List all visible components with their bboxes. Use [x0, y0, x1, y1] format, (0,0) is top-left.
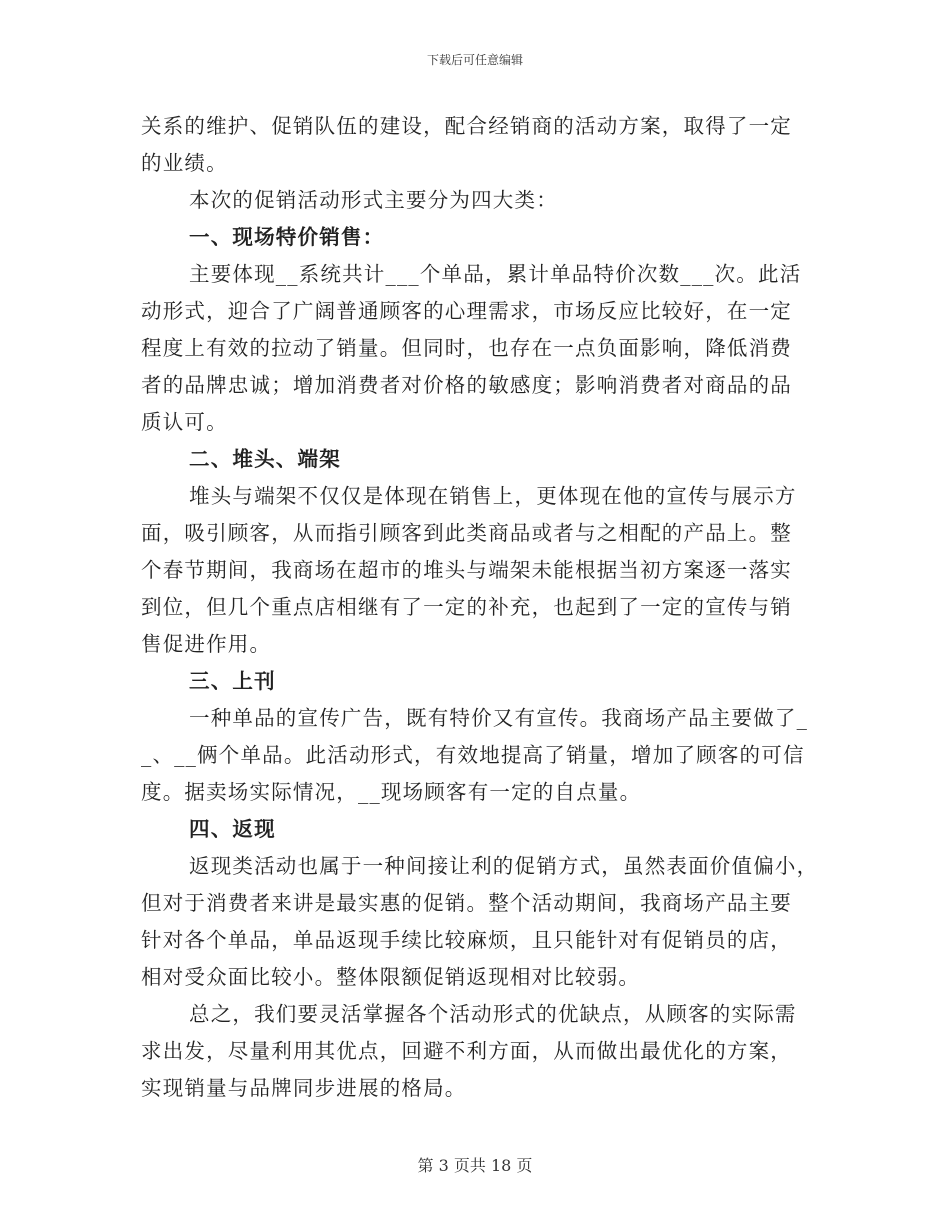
text-line: 个春节期间，我商场在超市的堆头与端架未能根据当初方案逐一落实 — [141, 558, 792, 582]
section-heading-4: 四、返现 — [189, 817, 276, 841]
document-body — [141, 108, 819, 1107]
text-line: 关系的维护、促销队伍的建设，配合经销商的活动方案，取得了一定 — [141, 114, 792, 138]
text-line: 程度上有效的拉动了销量。但同时，也存在一点负面影响，降低消费 — [141, 336, 792, 360]
text-line: 到位，但几个重点店相继有了一定的补充，也起到了一定的宣传与销 — [141, 595, 792, 619]
page-header: 下载后可任意编辑 — [426, 53, 523, 67]
text-line: 面，吸引顾客，从而指引顾客到此类商品或者与之相配的产品上。整 — [141, 521, 792, 545]
section-heading-3: 三、上刊 — [189, 669, 276, 693]
text-line: 者的品牌忠诚；增加消费者对价格的敏感度；影响消费者对商品的品 — [141, 373, 792, 397]
text-line: 堆头与端架不仅仅是体现在销售上，更体现在他的宣传与展示方 — [189, 484, 797, 508]
text-line: 动形式，迎合了广阔普通顾客的心理需求，市场反应比较好，在一定 — [141, 299, 792, 323]
text-line: _、__俩个单品。此活动形式，有效地提高了销量，增加了顾客的可信 — [141, 743, 805, 767]
text-line: 一种单品的宣传广告，既有特价又有宣传。我商场产品主要做了_ — [189, 706, 809, 730]
text-line: 总之，我们要灵活掌握各个活动形式的优缺点，从顾客的实际需 — [189, 1002, 797, 1026]
text-line: 针对各个单品，单品返现手续比较麻烦，且只能针对有促销员的店， — [141, 928, 792, 952]
page-footer: 第 3 页共 18 页 — [417, 1156, 533, 1175]
text-line: 质认可。 — [141, 410, 228, 434]
text-line: 返现类活动也属于一种间接让利的促销方式，虽然表面价值偏小， — [189, 854, 819, 878]
section-heading-2: 二、堆头、端架 — [189, 447, 341, 471]
text-line: 实现销量与品牌同步进展的格局。 — [141, 1076, 467, 1100]
text-line: 售促进作用。 — [141, 632, 272, 656]
text-line: 的业绩。 — [141, 151, 228, 175]
text-line: 求出发，尽量利用其优点，回避不利方面，从而做出最优化的方案， — [141, 1039, 792, 1063]
text-line: 本次的促销活动形式主要分为四大类： — [189, 188, 558, 212]
text-line: 相对受众面比较小。整体限额促销返现相对比较弱。 — [141, 965, 641, 989]
text-line: 度。据卖场实际情况，__现场顾客有一定的自点量。 — [141, 780, 642, 804]
text-line: 但对于消费者来讲是最实惠的促销。整个活动期间，我商场产品主要 — [141, 891, 792, 915]
section-heading-1: 一、现场特价销售： — [189, 225, 385, 249]
text-line: 主要体现__系统共计___个单品，累计单品特价次数___次。此活 — [189, 262, 802, 286]
